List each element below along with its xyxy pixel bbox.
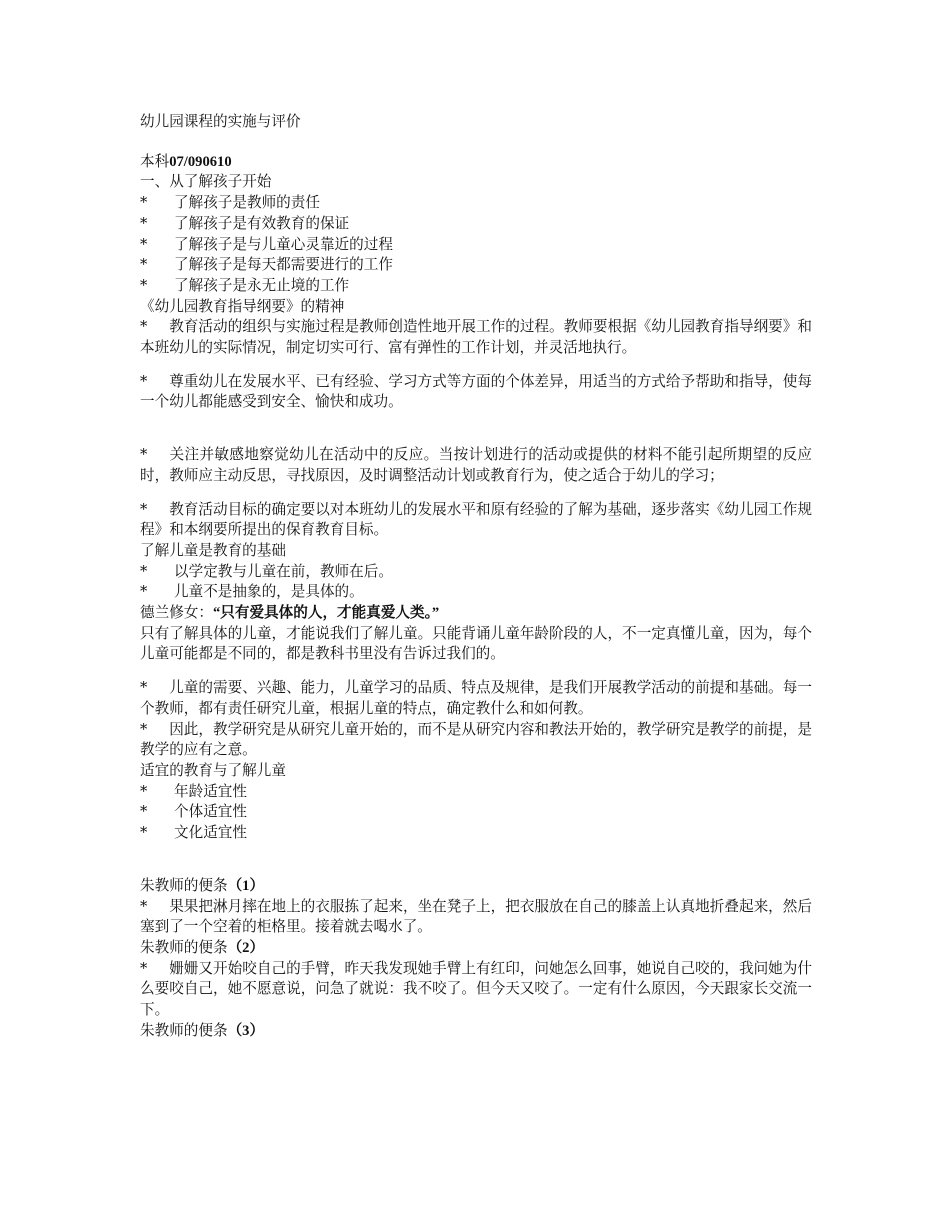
list-item: * 了解孩子是与儿童心灵靠近的过程 — [140, 235, 812, 256]
course-code — [140, 152, 812, 173]
bullet-star: * — [140, 214, 148, 232]
paragraph: * 因此，教学研究是从研究儿童开始的，而不是从研究内容和教法开始的，教学研究是教学的前提，是教学的应有之意。 — [140, 720, 812, 759]
bullet-star: * — [140, 562, 148, 580]
paragraph: 只有了解具体的儿童，才能说我们了解儿童。只能背诵儿童年龄阶段的人，不一定真懂儿童，因为，每个儿童可能都是不同的，都是教科书里没有告诉过我们的。 — [140, 624, 812, 663]
course-number: 07/090610 — [169, 153, 232, 170]
section-heading-basis-of-education: 了解儿童是教育的基础 — [140, 541, 286, 559]
document-title: 幼儿园课程的实施与评价 — [140, 113, 301, 130]
bullet-star: * — [140, 803, 148, 821]
note-text: * 果果把淋月摔在地上的衣服拣了起来，坐在凳子上，把衣服放在自己的膝盖上认真地折叠起来，然后塞到了一个空着的柜格里。接着就去喝水了。 — [140, 897, 812, 936]
note-heading-3: 朱教师的便条（3） — [140, 1021, 265, 1039]
paragraph: * 教育活动的组织与实施过程是教师创造性地开展工作的过程。教师要根据《幼儿园教育指导纲要》和本班幼儿的实际情况，制定切实可行、富有弹性的工作计划，并灵活地执行。 — [140, 318, 812, 357]
list-item: * 年龄适宜性 — [140, 782, 812, 803]
list-item: * 个体适宜性 — [140, 802, 812, 823]
bullet-star: * — [140, 782, 148, 800]
note-heading-1: 朱教师的便条（1） — [140, 876, 265, 894]
paragraph: * 关注并敏感地察觉幼儿在活动中的反应。当按计划进行的活动或提供的材料不能引起所期望的反应时，教师应主动反思，寻找原因，及时调整活动计划或教育行为，使之适合于幼儿的学习； — [140, 446, 812, 484]
note-heading-2: 朱教师的便条（2） — [140, 938, 265, 956]
course-label: 本科 — [140, 152, 170, 170]
list-item: * 儿童不是抽象的，是具体的。 — [140, 582, 812, 603]
list-item: * 文化适宜性 — [140, 823, 812, 844]
list-item: * 了解孩子是教师的责任 — [140, 193, 812, 214]
paragraph: * 儿童的需要、兴趣、能力，儿童学习的品质、特点及规律，是我们开展教学活动的前提和基础。每一个教师，都有责任研究儿童，根据儿童的特点，确定教什么和如何教。 — [140, 679, 812, 717]
section-heading-guideline-spirit: 《幼儿园教育指导纲要》的精神 — [140, 297, 345, 315]
quote-line: 德兰修女：“只有爱具体的人，才能真爱人类。” — [140, 604, 440, 622]
section-heading-appropriate-education: 适宜的教育与了解儿童 — [140, 761, 286, 779]
bullet-star: * — [140, 583, 148, 601]
list-item: * 了解孩子是永无止境的工作 — [140, 276, 812, 297]
bullet-star: * — [140, 276, 148, 294]
note-text: * 姗姗又开始咬自己的手臂，昨天我发现她手臂上有红印，问她怎么回事，她说自己咬的，我问她为什么要咬自己，她不愿意说，问急了就说：我不咬了。但今天又咬了。一定有什么原因，今天跟家长交流一下。 — [140, 959, 812, 1019]
bullet-star: * — [140, 824, 148, 842]
paragraph: * 尊重幼儿在发展水平、已有经验、学习方式等方面的个体差异，用适当的方式给予帮助和指导，使每一个幼儿都能感受到安全、愉快和成功。 — [140, 372, 812, 411]
list-item: * 以学定教与儿童在前，教师在后。 — [140, 562, 812, 583]
list-item: * 了解孩子是每天都需要进行的工作 — [140, 255, 812, 276]
quote-text: “只有爱具体的人，才能真爱人类。” — [212, 605, 440, 622]
bullet-star: * — [140, 235, 148, 253]
section-heading-understand-children: 一、从了解孩子开始 — [140, 173, 272, 191]
list-item: * 了解孩子是有效教育的保证 — [140, 214, 812, 235]
document-body — [140, 112, 812, 1041]
paragraph: * 教育活动目标的确定要以对本班幼儿的发展水平和原有经验的了解为基础，逐步落实《幼儿园工作规程》和本纲要所提出的保育教育目标。 — [140, 500, 812, 539]
bullet-star: * — [140, 256, 148, 274]
bullet-star: * — [140, 194, 148, 212]
